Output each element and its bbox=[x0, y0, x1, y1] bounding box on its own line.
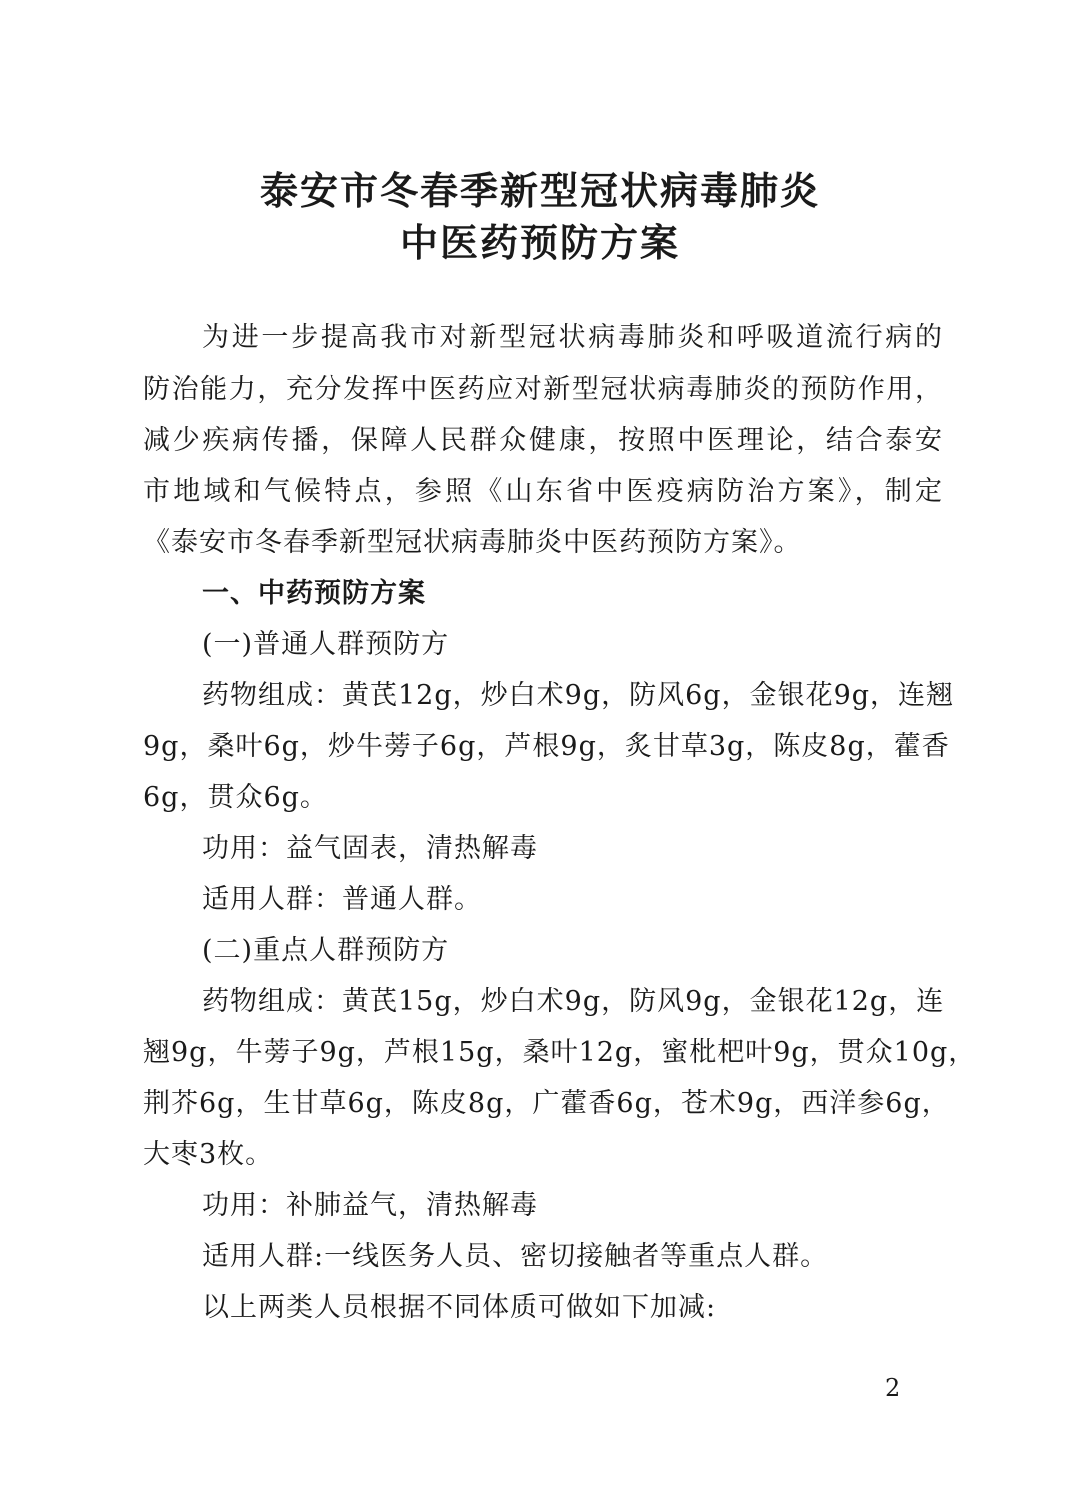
intro-line-1: 为进一步提高我市对新型冠状病毒肺炎和呼吸道流行病的 bbox=[202, 322, 943, 353]
key-composition-line-4: 大枣3枚。 bbox=[143, 1139, 274, 1170]
general-target: 适用人群：普通人群。 bbox=[202, 884, 482, 915]
intro-line-5: 《泰安市冬春季新型冠状病毒肺炎中医药预防方案》。 bbox=[143, 527, 802, 558]
adjustment-note: 以上两类人员根据不同体质可做如下加减: bbox=[202, 1292, 717, 1323]
general-subheading: (一)普通人群预防方 bbox=[202, 629, 450, 660]
section-heading: 一、中药预防方案 bbox=[202, 578, 426, 609]
key-composition-line-2: 翘9g，牛蒡子9g，芦根15g，桑叶12g，蜜枇杷叶9g，贯众10g， bbox=[143, 1037, 977, 1068]
intro-line-2: 防治能力，充分发挥中医药应对新型冠状病毒肺炎的预防作用， bbox=[143, 374, 943, 405]
key-composition-line-1: 药物组成：黄芪15g，炒白术9g，防风9g，金银花12g，连 bbox=[202, 986, 945, 1017]
intro-line-3: 减少疾病传播，保障人民群众健康，按照中医理论，结合泰安 bbox=[143, 425, 943, 456]
document-title-line-2: 中医药预防方案 bbox=[399, 220, 680, 265]
general-composition-line-3: 6g，贯众6g。 bbox=[143, 782, 328, 813]
document-title-line-1: 泰安市冬春季新型冠状病毒肺炎 bbox=[259, 168, 820, 213]
key-composition-line-3: 荆芥6g，生甘草6g，陈皮8g，广藿香6g，苍术9g，西洋参6g， bbox=[143, 1088, 950, 1119]
key-effect: 功用：补肺益气，清热解毒 bbox=[202, 1190, 538, 1221]
general-composition-line-1: 药物组成：黄芪12g，炒白术9g，防风6g，金银花9g，连翘 bbox=[202, 680, 955, 711]
page-number: 2 bbox=[885, 1374, 901, 1402]
intro-line-4: 市地域和气候特点，参照《山东省中医疫病防治方案》，制定 bbox=[143, 476, 943, 507]
key-subheading: (二)重点人群预防方 bbox=[202, 935, 450, 966]
general-effect: 功用：益气固表，清热解毒 bbox=[202, 833, 538, 864]
general-composition-line-2: 9g，桑叶6g，炒牛蒡子6g，芦根9g，炙甘草3g，陈皮8g，藿香 bbox=[143, 731, 950, 762]
key-target: 适用人群:一线医务人员、密切接触者等重点人群。 bbox=[202, 1241, 829, 1272]
